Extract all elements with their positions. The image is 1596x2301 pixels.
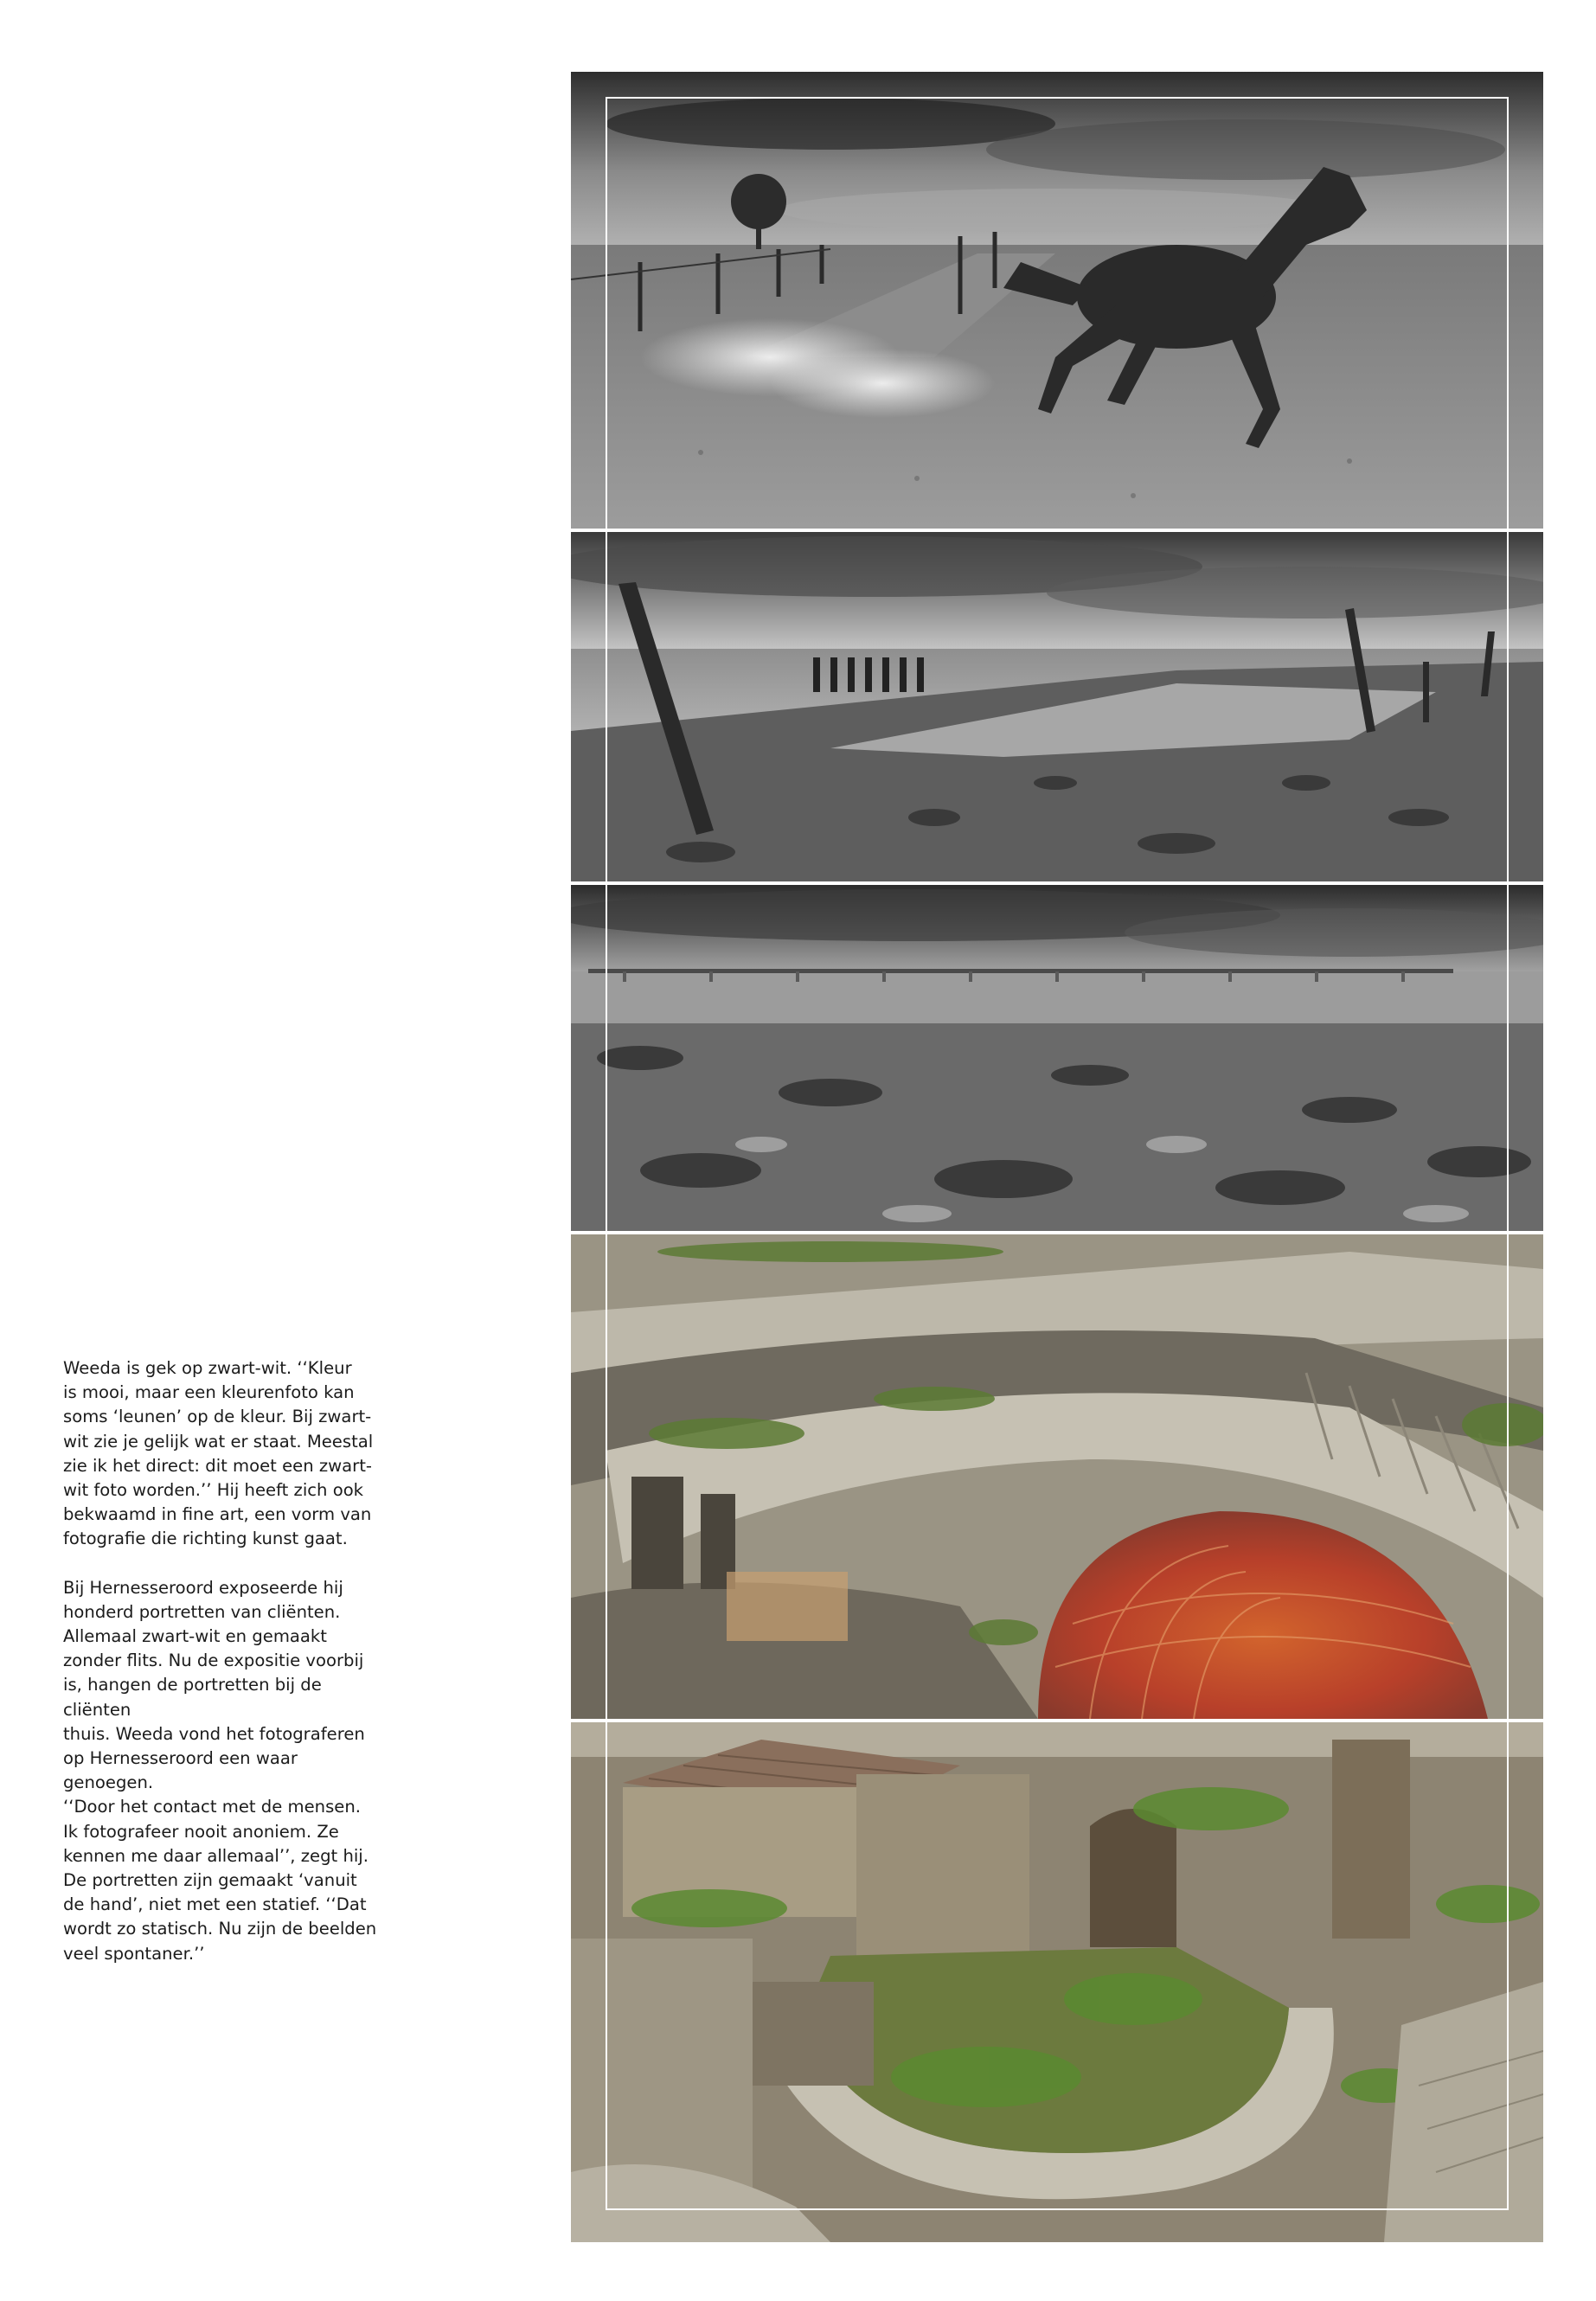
photo-stone-stairwell	[571, 1234, 1543, 1719]
article-text	[63, 1356, 392, 1990]
photo-shore-poles	[571, 532, 1543, 881]
photo-bridge	[571, 885, 1543, 1231]
photo-horse	[571, 72, 1543, 529]
article-paragraph-2: Bij Hernesseroord exposeerde hij honderd portretten van cliënten. Allemaal zwart-wit en gemaakt zonder flits. Nu de expositie voorbij is, hangen de portretten bij de cliënten thuis. Weeda vond het fotograferen op Hernesseroord een waar genoegen. ‘‘Door het contact met de mensen. Ik fotografeer nooit anoniem. Ze kennen me daar allemaal’’, zegt hij. De portretten zijn gemaakt ‘vanuit de hand’, niet met een statief. ‘‘Dat wordt zo statisch. Nu zijn de beelden veel spontaner.’’	[63, 1577, 377, 1964]
photo-courtyard-ruins	[571, 1722, 1543, 2242]
article-paragraph-1: Weeda is gek op zwart-wit. ‘‘Kleur is mooi, maar een kleurenfoto kan soms ‘leunen’ op de kleur. Bij zwart- wit zie je gelijk wat er staat. Meestal zie ik het direct: dit moet een zwart- wit foto worden.’’ Hij heeft zich ook bekwaamd in fine art, een vorm van fotografie die richting kunst gaat.	[63, 1358, 374, 1549]
photo-strip	[571, 72, 1543, 2242]
